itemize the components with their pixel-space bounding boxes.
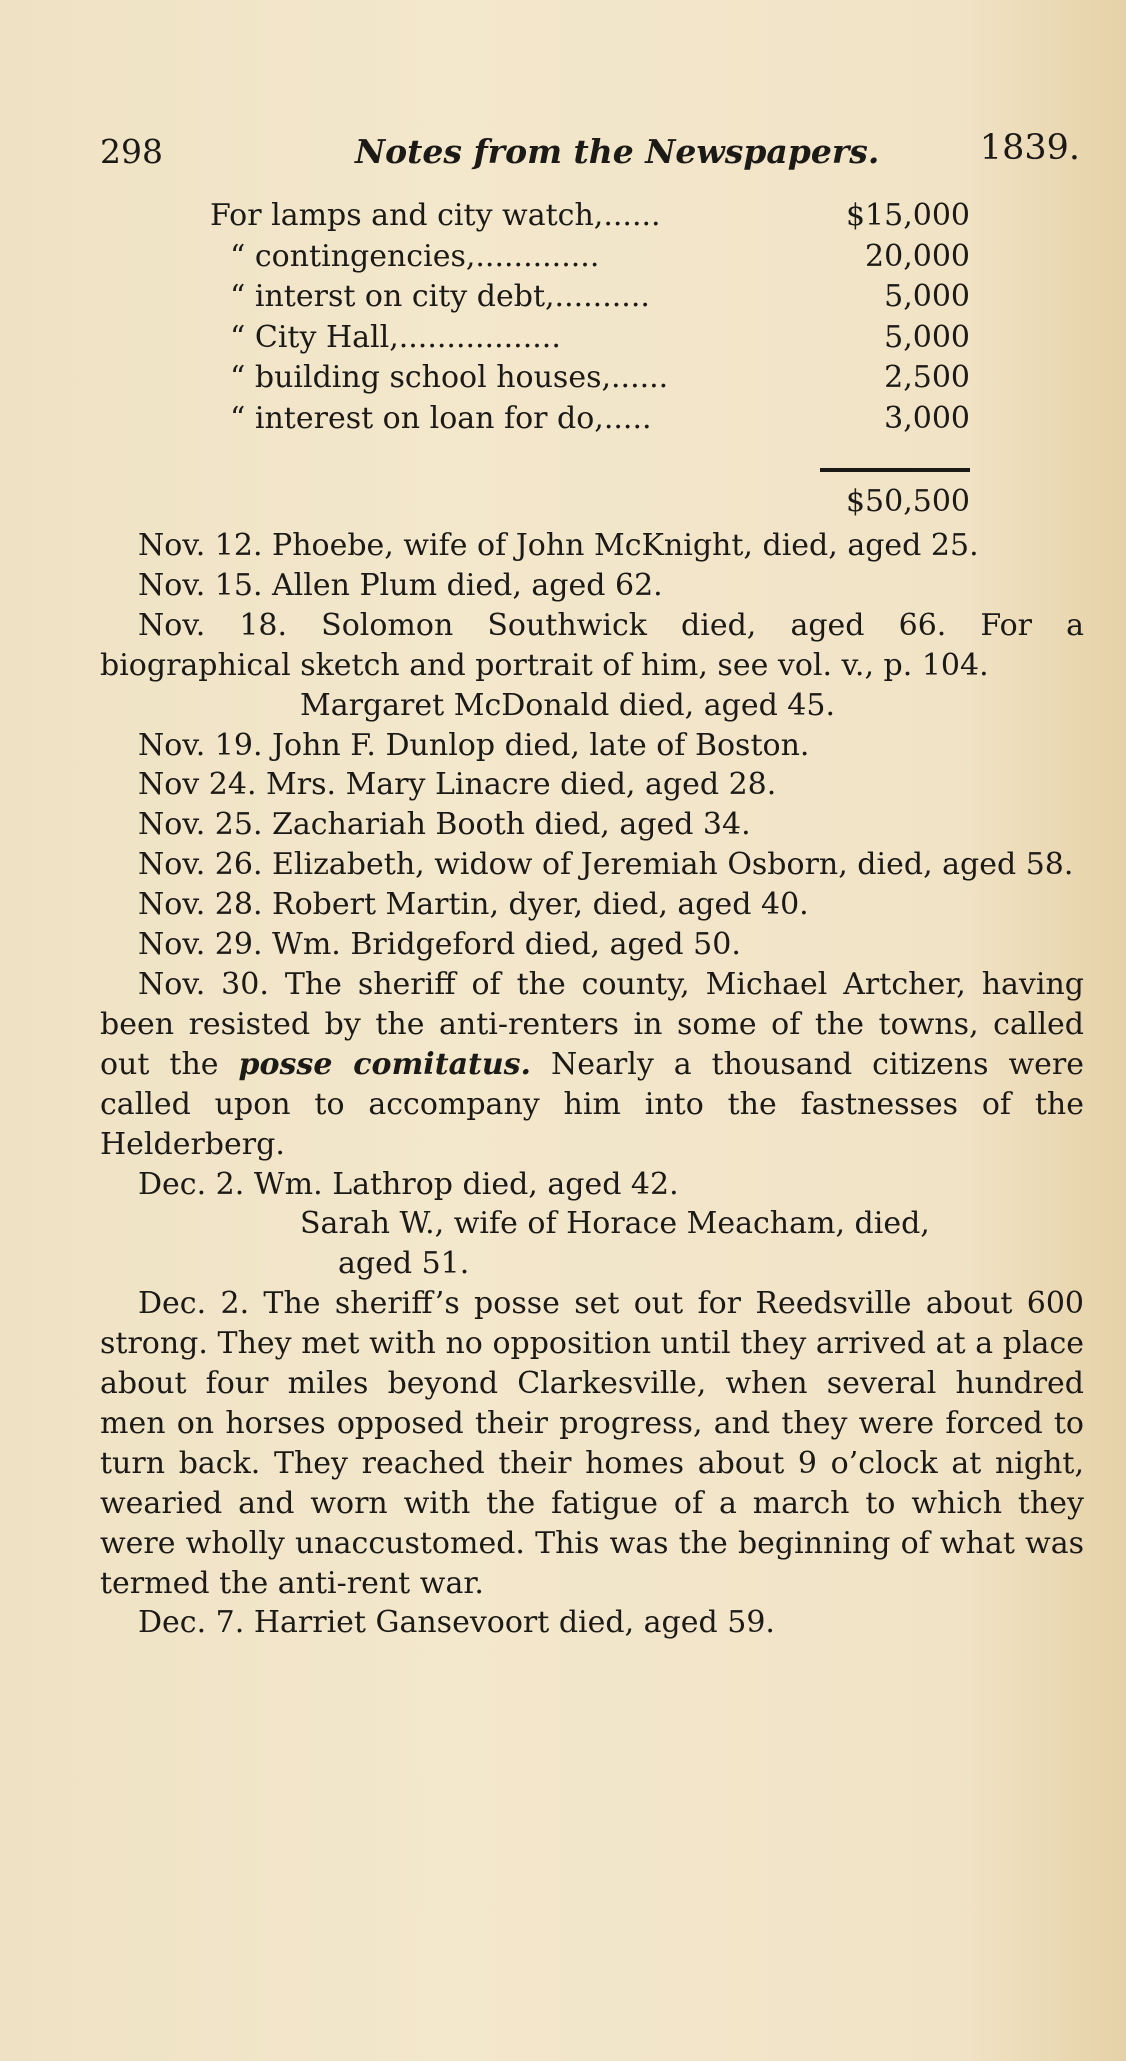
entry-line: aged 51. (338, 1246, 470, 1282)
budget-label: “ City Hall,................. (230, 319, 561, 355)
entry: Nov. 25. Zachariah Booth died, aged 34. (138, 807, 751, 843)
budget-amount: 5,000 (884, 319, 970, 355)
budget-table (210, 196, 970, 439)
entries (100, 526, 1084, 1643)
entry: Nov. 18. Solomon Southwick died, aged 66. For a biographical sketch and portrait of him, see vol. v., p. 104. (100, 607, 1084, 683)
entry-text: Nov. 30. The sheriff of the county, Michael Artcher, having been resisted by the anti-renters in some of the towns, called out the (100, 966, 1084, 1082)
budget-row (210, 358, 970, 399)
entry: Nov. 19. John F. Dunlop died, late of Boston. (138, 727, 810, 763)
entry-text: Nearly a thousand citizens were called upon to accompany him into the fastnesses of the Helderberg. (100, 1046, 1084, 1162)
entry: Dec. 7. Harriet Gansevoort died, aged 59. (138, 1605, 775, 1641)
budget-amount: 3,000 (884, 400, 970, 436)
entry: Nov. 12. Phoebe, wife of John McKnight, died, aged 25. (138, 528, 979, 563)
entry (100, 965, 1084, 1165)
budget-amount: 5,000 (884, 279, 970, 314)
year: 1839. (979, 128, 1080, 168)
entry-italic: posse comitatus. (238, 1046, 532, 1082)
budget-amount: 2,500 (884, 360, 970, 395)
page-number: 298 (100, 132, 163, 171)
budget-amount: $15,000 (845, 198, 970, 233)
budget-row (210, 237, 970, 278)
budget-label: “ building school houses,...... (230, 360, 669, 395)
total-rule (820, 468, 970, 472)
running-header (100, 128, 1080, 182)
entry: Nov. 28. Robert Martin, dyer, died, aged 40. (138, 887, 809, 923)
running-title: Notes from the Newspapers. (355, 132, 880, 171)
budget-label: “ interst on city debt,.......... (230, 279, 650, 314)
entry: Nov. 29. Wm. Bridgeford died, aged 50. (138, 927, 741, 963)
budget-label: “ interest on loan for do,..... (230, 400, 652, 436)
budget-label: “ contingencies,............. (230, 238, 600, 274)
budget-row (210, 399, 970, 440)
budget-label: For lamps and city watch,...... (210, 198, 661, 233)
entry: Nov. 15. Allen Plum died, aged 62. (138, 567, 663, 603)
budget-total: $50,500 (845, 484, 970, 519)
entry: Dec. 2. The sheriff’s posse set out for Reedsville about 600 strong. They met with no opposition until they arrived at a place about four miles beyond Clarkesville, when several hundred men on horses opposed their progress, and they were forced to turn back. They reached their homes about 9 o’clock at night, wearied and worn with the fatigue of a march to which they were wholly unaccustomed. This was the beginning of what was termed the anti-rent war. (100, 1286, 1084, 1601)
entry-line: Sarah W., wife of Horace Meacham, died, (300, 1206, 930, 1242)
budget-row (210, 277, 970, 318)
entry (100, 1204, 1084, 1284)
entry: Nov 24. Mrs. Mary Linacre died, aged 28. (138, 767, 777, 803)
entry: Dec. 2. Wm. Lathrop died, aged 42. (138, 1166, 679, 1202)
budget-amount: 20,000 (865, 238, 970, 274)
entry: Margaret McDonald died, aged 45. (300, 687, 836, 723)
entry: Nov. 26. Elizabeth, widow of Jeremiah Osborn, died, aged 58. (138, 847, 1074, 883)
budget-row (210, 196, 970, 237)
budget-row (210, 318, 970, 359)
